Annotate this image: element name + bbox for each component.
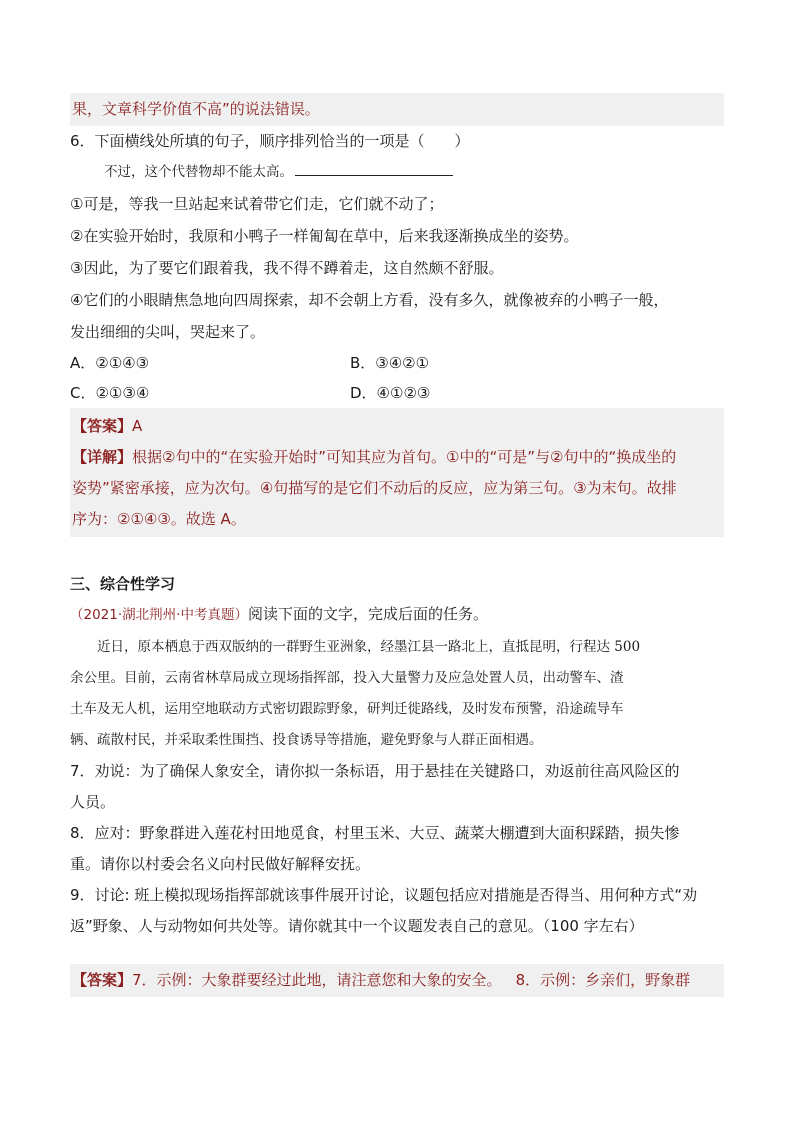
- answer-label: 【答案】: [72, 417, 133, 435]
- detail-line-3: 序为：②①④③。故选 A。: [72, 510, 246, 528]
- passage-line-1: 近日，原本栖息于西双版纳的一群野生亚洲象，经墨江县一路北上，直抵昆明，行程达 500: [97, 639, 641, 655]
- detail-line-1: [72, 442, 724, 473]
- answer-part-7: 7．示例：大象群要经过此地，请注意您和大象的安全。: [132, 971, 502, 989]
- answer-line: [72, 411, 724, 442]
- question-8-line-2: 重。请你以村委会名义向村民做好解释安抚。: [70, 855, 371, 873]
- question-7-line-2: 人员。: [70, 793, 116, 811]
- answer-label: 【答案】: [72, 971, 133, 989]
- detail-line-2: 姿势”紧密承接，应为次句。④句描写的是它们不动后的反应，应为第三句。③为末句。故排: [72, 479, 677, 497]
- passage-line-4: 辆、疏散村民，并采取柔性围挡、投食诱导等措施，避免野象与人群正面相遇。: [70, 732, 543, 748]
- option-a: A．②①④③: [70, 354, 150, 372]
- given-text: 不过，这个代替物却不能太高。: [104, 164, 293, 180]
- detail-text-1: 根据②句中的“在实验开始时”可知其应为首句。①中的“可是”与②句中的“换成坐的: [132, 448, 677, 466]
- answer-blank-line: [295, 157, 453, 176]
- question-6: [70, 126, 724, 537]
- passage-line-2: 余公里。目前，云南省林草局成立现场指挥部，投入大量警力及应急处置人员，出动警车、渣: [70, 670, 624, 686]
- option-d: D．④①②③: [350, 384, 431, 402]
- sentence-3: ③因此，为了要它们跟着我，我不得不蹲着走，这自然颇不舒服。: [70, 259, 504, 277]
- answer-part-8: 8．示例：乡亲们，野象群: [515, 971, 691, 989]
- sentence-1: ①可是，等我一旦站起来试着带它们走，它们就不动了；: [70, 195, 444, 213]
- question-9-line-2: 返”野象、人与动物如何共处等。请你就其中一个议题发表自己的意见。（100 字左右）: [70, 917, 644, 935]
- question-7-line-1: 7．劝说：为了确保人象安全，请你拟一条标语，用于悬挂在关键路口，劝返前往高风险区的: [70, 762, 680, 780]
- question-6-given-sentence: [70, 156, 724, 188]
- section-heading: 三、综合性学习: [70, 575, 176, 593]
- detail-label: 【详解】: [72, 448, 133, 466]
- document-page: [70, 93, 724, 997]
- sentence-2: ②在实验开始时，我原和小鸭子一样匍匐在草中，后来我逐渐换成坐的姿势。: [70, 227, 579, 245]
- reading-passage: [70, 632, 724, 756]
- source-line: [70, 599, 724, 630]
- answer-block-previous: [70, 93, 724, 126]
- sentence-4-continued: 发出细细的尖叫，哭起来了。: [70, 323, 266, 341]
- source-tag: （2021·湖北荆州·中考真题）: [70, 607, 248, 623]
- option-c: C．②①③④: [70, 384, 150, 402]
- sentence-4: ④它们的小眼睛焦急地向四周探索，却不会朝上方看，没有多久，就像被弃的小鸭子一般，: [70, 291, 669, 309]
- answer-block-section-3: [70, 964, 724, 997]
- answer-tail-text: 果，文章科学价值不高”的说法错误。: [72, 100, 320, 118]
- question-6-title: 6．下面横线处所填的句子，顺序排列恰当的一项是（ ）: [70, 132, 470, 150]
- option-b: B．③④②①: [350, 354, 430, 372]
- question-8-line-1: 8．应对：野象群进入莲花村田地觅食，村里玉米、大豆、蔬菜大棚遭到大面积踩踏，损失惨: [70, 824, 680, 842]
- answer-block-question-6: [70, 408, 724, 537]
- answer-value: A: [132, 417, 143, 435]
- question-6-options: [70, 348, 724, 408]
- source-instruction: 阅读下面的文字，完成后面的任务。: [247, 605, 488, 623]
- passage-line-3: 土车及无人机，运用空地联动方式密切跟踪野象，研判迁徙路线，及时发布预警，沿途疏导车: [70, 701, 624, 717]
- question-9-line-1: 9．讨论: 班上模拟现场指挥部就该事件展开讨论，议题包括应对措施是否得当、用何种方式“劝: [70, 886, 698, 904]
